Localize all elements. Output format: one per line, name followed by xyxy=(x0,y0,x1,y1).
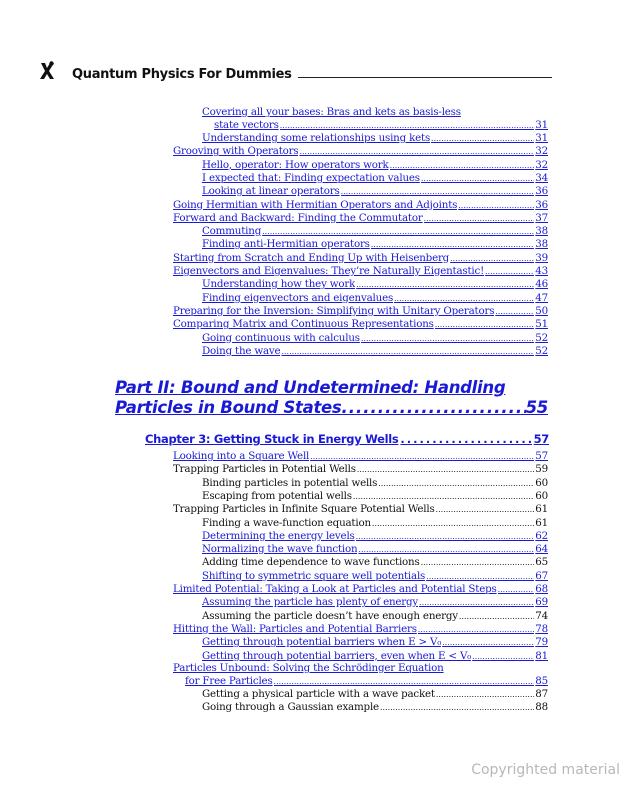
toc-leader xyxy=(458,200,534,212)
toc-entry-page: 37 xyxy=(535,211,548,224)
toc-entry-page: 51 xyxy=(535,318,548,331)
part-page: 55 xyxy=(525,398,548,417)
toc-leader xyxy=(262,226,534,238)
part-title-line: Particles in Bound States xyxy=(115,398,342,417)
toc-entry-page: 61 xyxy=(535,503,548,516)
toc-entry-title: Trapping Particles in Potential Wells xyxy=(173,463,356,476)
toc-entry[interactable] xyxy=(202,278,548,291)
toc-entry-title: Assuming the particle doesn’t have enough energy xyxy=(202,609,458,622)
toc-leader xyxy=(353,491,534,503)
chapter-heading[interactable] xyxy=(145,432,549,446)
toc-entry-page: 74 xyxy=(535,609,548,622)
toc-leader xyxy=(280,120,535,132)
toc-entry-page: 47 xyxy=(535,291,548,304)
toc-entry-page: 87 xyxy=(535,688,548,700)
toc-entry-page: 88 xyxy=(535,701,548,714)
toc-entry[interactable] xyxy=(173,199,548,212)
toc-leader xyxy=(378,478,534,490)
toc-entry[interactable] xyxy=(173,265,548,278)
toc-entry[interactable] xyxy=(202,132,548,145)
toc-entry-page: 46 xyxy=(535,278,548,291)
toc-entry-title: Assuming the particle has plenty of energy xyxy=(202,596,419,609)
toc-leader xyxy=(361,333,534,345)
toc-entry[interactable] xyxy=(202,570,548,583)
toc-entry[interactable] xyxy=(173,318,548,331)
toc-entry xyxy=(173,463,548,476)
toc-entry-title: Looking into a Square Well xyxy=(173,450,310,462)
toc-entry-title: Escaping from potential wells xyxy=(202,489,352,502)
toc-entry-page: 79 xyxy=(535,636,548,649)
toc-entry-page: 34 xyxy=(535,171,548,184)
toc-entry[interactable] xyxy=(202,530,548,543)
toc-entry[interactable] xyxy=(214,119,548,132)
toc-entry-page: 43 xyxy=(535,265,548,277)
toc-entry[interactable] xyxy=(202,650,548,663)
toc-entry[interactable] xyxy=(202,159,548,172)
toc-leader xyxy=(485,266,534,278)
toc-entry-title: Adding time dependence to wave functions xyxy=(202,556,420,569)
toc-leader xyxy=(356,531,535,543)
toc-entry-title: Finding eigenvectors and eigenvalues xyxy=(202,291,394,304)
running-title: Quantum Physics For Dummies xyxy=(72,67,292,82)
toc-entry-title: Going Hermitian with Hermitian Operators and Adjoints xyxy=(173,198,458,211)
toc-entry xyxy=(173,503,548,516)
toc-entry-page: 59 xyxy=(535,463,548,476)
toc-entry-title: Binding particles in potential wells xyxy=(202,476,378,489)
toc-entry-page: 36 xyxy=(535,185,548,198)
toc-entry-title: Commuting xyxy=(202,225,262,238)
toc-entry-page: 78 xyxy=(535,622,548,635)
toc-entry[interactable] xyxy=(173,450,548,463)
toc-entry-page: 38 xyxy=(535,225,548,238)
toc-leader xyxy=(495,306,534,318)
toc-entry-page: 85 xyxy=(535,675,548,687)
toc-leader xyxy=(390,160,535,172)
toc-entry xyxy=(202,610,548,623)
toc-entry-page: 61 xyxy=(535,516,548,529)
toc-entry xyxy=(202,490,548,503)
toc-entry-page: 31 xyxy=(535,132,548,144)
toc-leader xyxy=(426,571,534,583)
toc-entry-title: state vectors xyxy=(214,119,279,131)
toc-entry[interactable] xyxy=(202,332,548,345)
toc-leader xyxy=(371,239,535,251)
toc-leader xyxy=(372,518,534,530)
toc-entry[interactable] xyxy=(173,212,548,225)
toc-entry-line[interactable]: Particles Unbound: Solving the Schrödinger Equation xyxy=(173,662,444,674)
toc-entry-page: 32 xyxy=(535,158,548,171)
toc-entry-page: 31 xyxy=(535,119,548,131)
toc-entry-title: Going through a Gaussian example xyxy=(202,701,379,714)
toc-entry-title: Hello, operator: How operators work xyxy=(202,158,389,171)
chapter-title: Chapter 3: Getting Stuck in Energy Wells xyxy=(145,432,399,446)
toc-entry[interactable] xyxy=(202,345,548,358)
part-title-line: Part II: Bound and Undetermined: Handling xyxy=(115,378,506,397)
toc-entry[interactable] xyxy=(173,305,548,318)
toc-leader xyxy=(274,676,535,688)
toc-entry-page: 62 xyxy=(535,529,548,542)
toc-leader xyxy=(358,544,534,556)
toc-entry[interactable] xyxy=(173,145,548,158)
chapter-page: 57 xyxy=(533,432,549,446)
toc-entry-page: 64 xyxy=(535,543,548,556)
toc-entry-title: Grooving with Operators xyxy=(173,145,299,158)
toc-entry-title: Starting from Scratch and Ending Up with Heisenberg xyxy=(173,251,450,264)
toc-leader xyxy=(418,624,535,636)
toc-entry-title: Limited Potential: Taking a Look at Particles and Potential Steps xyxy=(173,583,497,595)
toc-leader xyxy=(450,253,534,265)
toc-entry-page: 52 xyxy=(535,344,548,357)
toc-entry-title: Normalizing the wave function xyxy=(202,543,358,556)
toc-entry[interactable] xyxy=(202,238,548,251)
copyright-watermark: Copyrighted material xyxy=(471,762,620,778)
toc-entry[interactable] xyxy=(185,675,548,688)
toc-entry[interactable] xyxy=(202,596,548,609)
toc-entry-page: 50 xyxy=(535,304,548,317)
toc-entry-page: 65 xyxy=(535,556,548,569)
toc-leader xyxy=(424,213,535,225)
toc-leader xyxy=(341,186,535,198)
toc-entry-page: 57 xyxy=(535,450,548,462)
toc-entry-title: Forward and Backward: Finding the Commutator xyxy=(173,211,423,224)
toc-entry-title: Understanding some relationships using kets xyxy=(202,132,431,144)
toc-leader xyxy=(436,689,534,701)
toc-leader xyxy=(400,432,531,446)
toc-leader xyxy=(341,398,525,418)
toc-entry xyxy=(202,688,548,701)
header-rule xyxy=(298,77,552,78)
toc-entry[interactable] xyxy=(173,583,548,596)
toc-entry-title: Getting through potential barriers when E > V₀ xyxy=(202,636,442,649)
toc-entry-page: 81 xyxy=(535,649,548,662)
toc-entry-title: Preparing for the Inversion: Simplifying with Unitary Operators xyxy=(173,304,495,317)
toc-leader xyxy=(442,637,534,649)
toc-entry-page: 60 xyxy=(535,476,548,489)
toc-leader xyxy=(421,557,535,569)
toc-entry xyxy=(202,701,548,714)
toc-entry xyxy=(202,517,548,530)
toc-entry[interactable] xyxy=(202,543,548,556)
toc-leader xyxy=(436,504,535,516)
toc-leader xyxy=(421,173,534,185)
toc-leader xyxy=(281,346,534,358)
toc-entry[interactable] xyxy=(202,225,548,238)
toc-entry-line[interactable]: Covering all your bases: Bras and kets as basis-less xyxy=(202,106,461,118)
toc-entry-page: 67 xyxy=(535,569,548,582)
toc-entry[interactable] xyxy=(173,623,548,636)
toc-entry-title: I expected that: Finding expectation values xyxy=(202,171,420,184)
toc-entry-page: 38 xyxy=(535,238,548,251)
toc-entry-title: Going continuous with calculus xyxy=(202,331,360,344)
toc-leader xyxy=(380,702,534,714)
toc-leader xyxy=(459,611,534,623)
toc-entry-title: Getting a physical particle with a wave packet xyxy=(202,688,435,700)
toc-entry[interactable] xyxy=(173,252,548,265)
toc-entry-page: 36 xyxy=(535,198,548,211)
toc-entry-page: 52 xyxy=(535,331,548,344)
toc-entry-title: Trapping Particles in Infinite Square Potential Wells xyxy=(173,503,435,516)
toc-entry-page: 69 xyxy=(535,596,548,609)
toc-entry xyxy=(202,477,548,490)
toc-entry-page: 68 xyxy=(535,583,548,595)
toc-entry-page: 60 xyxy=(535,489,548,502)
toc-leader xyxy=(472,651,534,663)
toc-entry-page: 39 xyxy=(535,251,548,264)
running-header xyxy=(36,60,552,82)
toc-entry-title: Looking at linear operators xyxy=(202,185,340,198)
toc-entry-title: Shifting to symmetric square well potentials xyxy=(202,569,426,582)
toc-entry[interactable] xyxy=(202,172,548,185)
toc-entry[interactable] xyxy=(202,636,548,649)
toc-leader xyxy=(299,146,534,158)
toc-entry-title: Getting through potential barriers, even when E < V₀ xyxy=(202,649,472,662)
toc-leader xyxy=(357,464,535,476)
toc-leader xyxy=(310,451,534,463)
toc-entry-title: Finding a wave-function equation xyxy=(202,516,371,529)
toc-entry-title: for Free Particles xyxy=(185,675,273,687)
toc-leader xyxy=(435,319,535,331)
toc-leader xyxy=(498,584,535,596)
toc-leader xyxy=(394,293,534,305)
toc-entry-title: Doing the wave xyxy=(202,344,281,357)
toc-entry-title: Determining the energy levels xyxy=(202,529,355,542)
toc-entry[interactable] xyxy=(202,292,548,305)
toc-entry-title: Comparing Matrix and Continuous Representations xyxy=(173,318,434,331)
toc-entry[interactable] xyxy=(202,185,548,198)
toc-leader xyxy=(431,133,534,145)
toc-entry xyxy=(202,556,548,569)
dummies-logo-icon xyxy=(36,60,58,82)
toc-entry-title: Eigenvectors and Eigenvalues: They’re Naturally Eigentastic! xyxy=(173,265,485,277)
toc-entry-title: Finding anti-Hermitian operators xyxy=(202,238,370,251)
toc-leader xyxy=(419,597,534,609)
toc-leader xyxy=(356,279,534,291)
toc-entry-title: Understanding how they work xyxy=(202,278,356,291)
part-heading[interactable] xyxy=(115,378,548,418)
toc-entry-page: 32 xyxy=(535,145,548,158)
toc-entry-title: Hitting the Wall: Particles and Potential Barriers xyxy=(173,622,417,635)
